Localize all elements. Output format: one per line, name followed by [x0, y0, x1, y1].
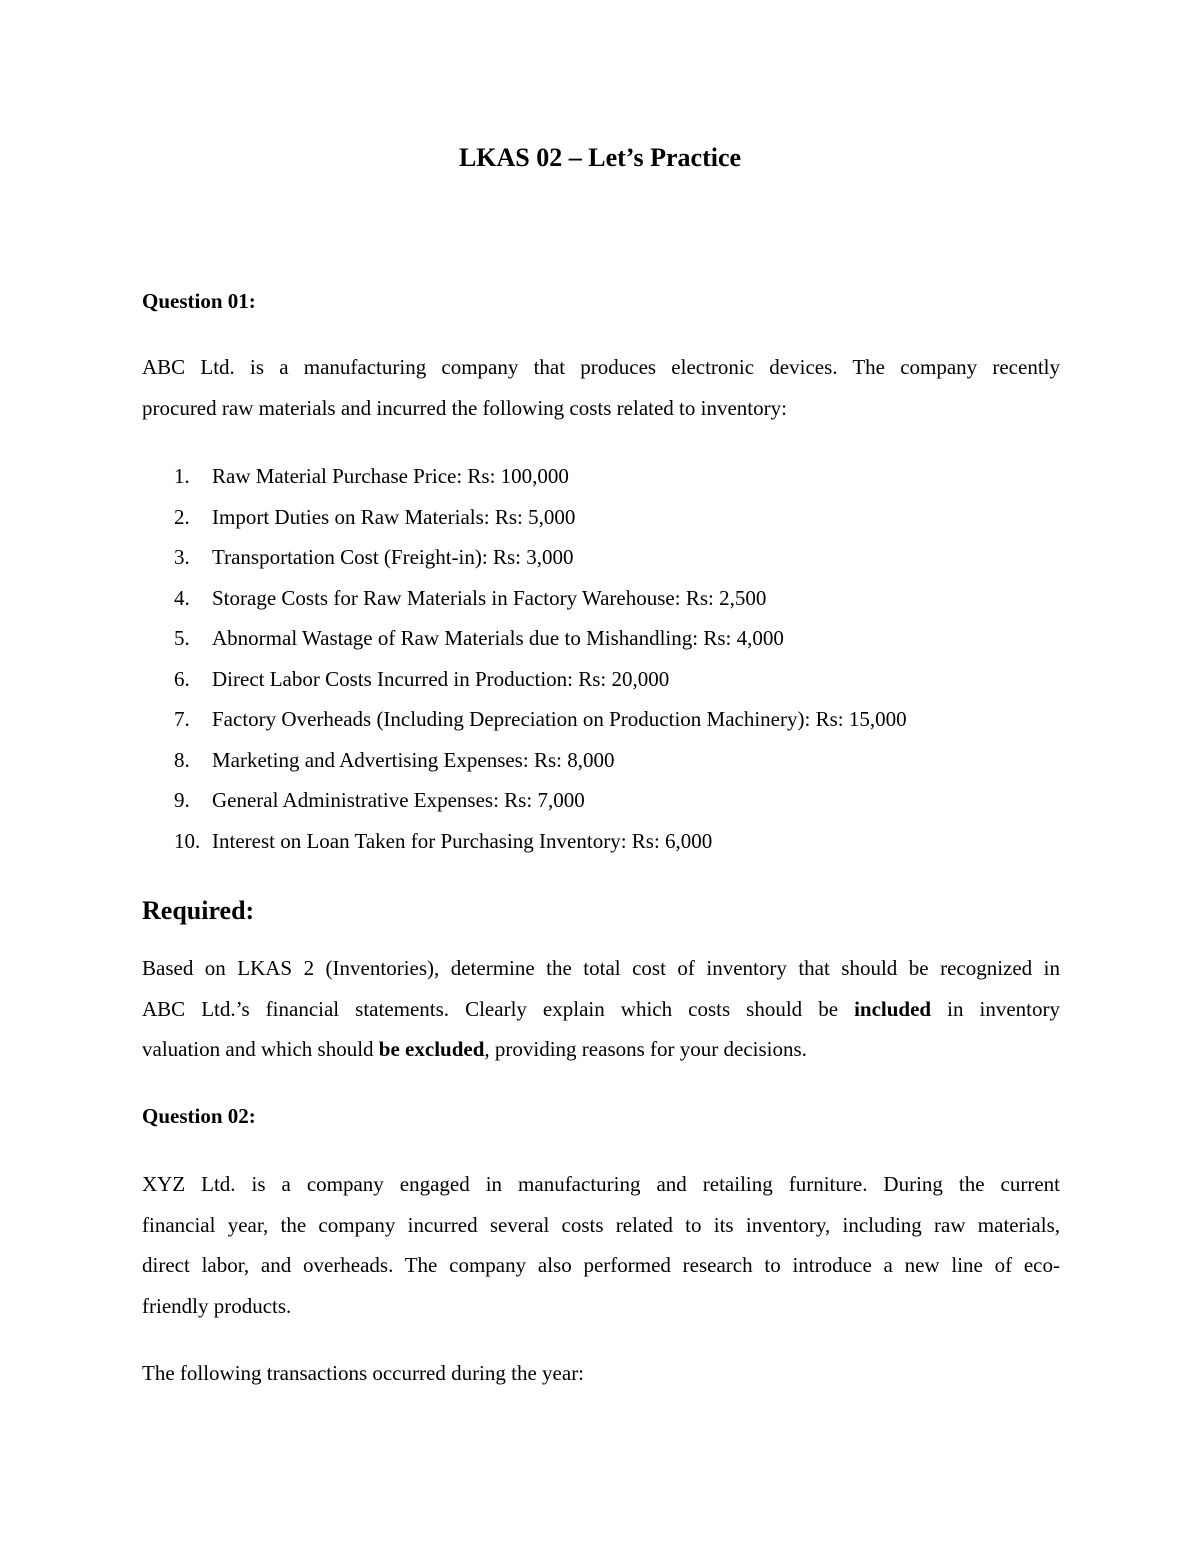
list-item [142, 699, 907, 740]
list-item-number: 8. [174, 747, 190, 772]
list-item [142, 780, 907, 821]
required-line-2-tail: in inventory [931, 996, 1060, 1021]
list-item-text: General Administrative Expenses: Rs: 7,000 [212, 788, 585, 812]
transactions-intro [142, 1353, 1060, 1394]
list-item-text: Import Duties on Raw Materials: Rs: 5,000 [212, 504, 576, 529]
included-emphasis: included [854, 996, 932, 1021]
question-02-line-2: financial year, the company incurred several costs related to its inventory, including raw materials, [142, 1212, 1060, 1237]
required-line-1: Based on LKAS 2 (Inventories), determine the total cost of inventory that should be recognized in [142, 956, 1060, 980]
excluded-emphasis: be excluded [378, 1037, 485, 1061]
question-02-line-4: friendly products. [142, 1293, 292, 1318]
list-item-number: 6. [174, 666, 190, 691]
list-item-text: Storage Costs for Raw Materials in Factory Warehouse: Rs: 2,500 [212, 585, 767, 610]
required-line-2-text: ABC Ltd.’s financial statements. Clearly explain which costs should be [142, 996, 855, 1021]
question-01-intro-line-2: procured raw materials and incurred the following costs related to inventory: [142, 395, 787, 420]
required-text [142, 948, 1060, 1070]
list-item-text: Direct Labor Costs Incurred in Production: Rs: 20,000 [212, 666, 670, 691]
list-item [142, 537, 907, 578]
list-item-text: Interest on Loan Taken for Purchasing Inventory: Rs: 6,000 [212, 828, 713, 853]
list-item-number: 9. [174, 788, 190, 812]
question-01-intro-line-1: ABC Ltd. is a manufacturing company that produces electronic devices. The company recently [142, 355, 1060, 379]
required-line-3 [142, 1029, 1060, 1070]
list-item-number: 2. [174, 504, 190, 529]
page-title: LKAS 02 – Let’s Practice [458, 143, 742, 172]
list-item-number: 5. [174, 626, 190, 650]
required-line-2 [142, 989, 1060, 1030]
list-item [142, 497, 907, 538]
list-item [142, 659, 907, 700]
question-02-line-1: XYZ Ltd. is a company engaged in manufacturing and retailing furniture. During the current [142, 1172, 1060, 1196]
list-item [142, 740, 907, 781]
required-line-3-tail: , providing reasons for your decisions. [484, 1037, 807, 1061]
list-item-text: Factory Overheads (Including Depreciation on Production Machinery): Rs: 15,000 [212, 707, 907, 731]
list-item [142, 821, 907, 862]
list-item [142, 456, 907, 497]
list-item-text: Transportation Cost (Freight-in): Rs: 3,000 [212, 545, 574, 569]
question-02-text [142, 1164, 1060, 1326]
transactions-intro-text: The following transactions occurred during the year: [142, 1361, 585, 1385]
list-item-number: 4. [174, 585, 190, 610]
required-line-3-text: valuation and which should [142, 1037, 379, 1061]
cost-list [142, 456, 907, 861]
question-01-intro [142, 347, 1060, 428]
question-02-heading: Question 02: [142, 1104, 256, 1128]
list-item-text: Raw Material Purchase Price: Rs: 100,000 [212, 464, 569, 488]
question-01-heading: Question 01: [142, 289, 256, 313]
list-item-number: 7. [174, 707, 190, 731]
list-item-number: 1. [174, 464, 190, 488]
question-02-line-3: direct labor, and overheads. The company also performed research to introduce a new line of eco- [142, 1253, 1060, 1277]
required-heading: Required: [142, 896, 255, 925]
list-item [142, 578, 907, 619]
list-item-text: Abnormal Wastage of Raw Materials due to Mishandling: Rs: 4,000 [212, 626, 784, 650]
list-item-number: 10. [174, 828, 201, 853]
list-item-text: Marketing and Advertising Expenses: Rs: 8,000 [212, 747, 615, 772]
list-item [142, 618, 907, 659]
list-item-number: 3. [174, 545, 190, 569]
